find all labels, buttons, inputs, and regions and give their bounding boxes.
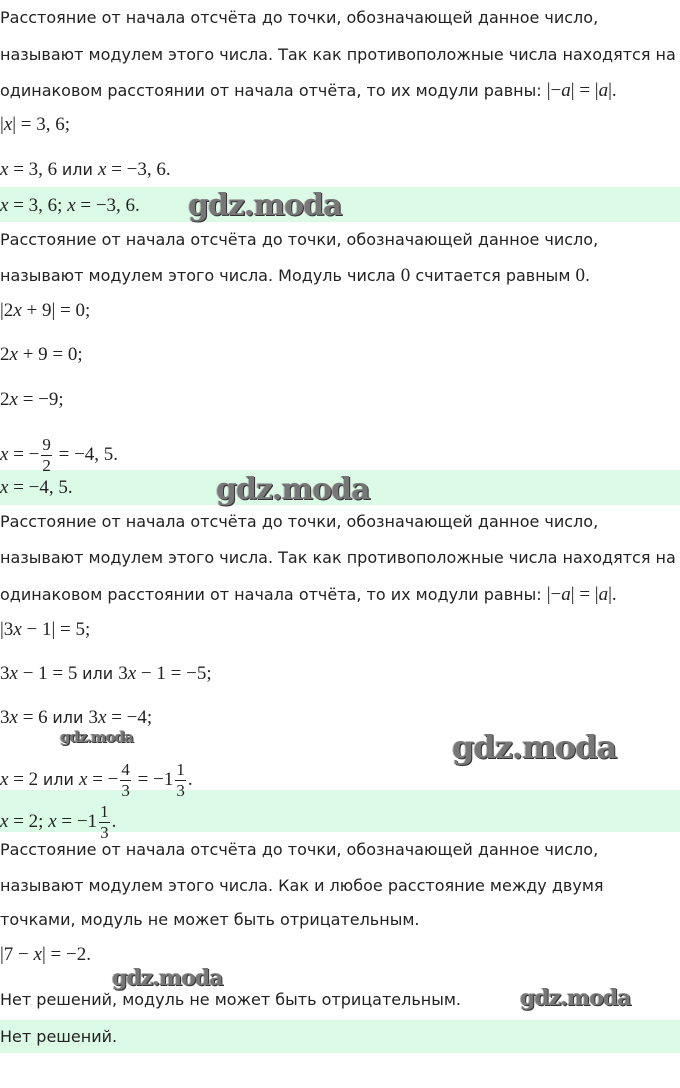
- watermark: gdz.moda: [60, 728, 133, 746]
- text-line: [0, 708, 152, 728]
- math-variable: a: [561, 80, 571, 101]
- denominator: 3: [176, 781, 185, 800]
- math-variable: a: [561, 584, 571, 605]
- math: .: [111, 811, 117, 832]
- math: = 2: [8, 769, 43, 790]
- text: одинаковом расстоянии от начала отчёта, то их модули равны:: [0, 81, 547, 100]
- text-line: [0, 802, 116, 843]
- math-variable: x: [79, 769, 88, 790]
- text-line: [0, 945, 91, 965]
- fraction: [41, 435, 52, 476]
- text: Расстояние от начала отсчёта до точки, обозначающей данное число,: [0, 230, 599, 249]
- text-line: [0, 548, 676, 568]
- math: + 9| = 0;: [21, 300, 91, 321]
- text: Нет решений.: [0, 1027, 118, 1046]
- text: считается равным: [410, 266, 576, 285]
- text-line: [0, 1027, 117, 1047]
- math: = 6: [17, 707, 53, 728]
- fraction: [120, 760, 131, 801]
- text-line: [0, 840, 598, 860]
- fraction: [99, 802, 110, 843]
- text-line: [0, 390, 64, 410]
- math: |3: [0, 619, 14, 640]
- math-variable: x: [0, 444, 9, 465]
- math: − 1 = 5: [17, 663, 83, 684]
- math: 3: [0, 663, 10, 684]
- math: 3: [0, 707, 10, 728]
- math: = −1: [56, 811, 98, 832]
- math-variable: x: [98, 159, 107, 180]
- text: Расстояние от начала отсчёта до точки, обозначающей данное число,: [0, 840, 599, 859]
- math: 0: [400, 265, 411, 286]
- math-variable: a: [598, 584, 609, 605]
- text: .: [584, 266, 591, 285]
- math: = −4, 5.: [53, 444, 119, 465]
- text-line: [0, 266, 590, 286]
- denominator: 3: [121, 781, 130, 800]
- math: | = |: [570, 80, 599, 101]
- math: = −3, 6.: [106, 159, 171, 180]
- math: = −3, 6.: [75, 195, 140, 216]
- math-variable: x: [9, 663, 18, 684]
- text: или: [52, 708, 89, 727]
- math-variable: x: [3, 114, 13, 135]
- math-variable: x: [33, 944, 42, 965]
- math: |2: [0, 300, 14, 321]
- math-variable: x: [9, 389, 18, 410]
- math: = 3, 6: [8, 159, 62, 180]
- text-line: [0, 760, 193, 801]
- math-variable: x: [9, 707, 18, 728]
- text-line: [0, 910, 419, 930]
- text: Расстояние от начала отсчёта до точки, обозначающей данное число,: [0, 8, 599, 27]
- math-variable: a: [598, 80, 609, 101]
- text-line: [0, 876, 604, 896]
- math-variable: x: [9, 344, 18, 365]
- math: = −: [87, 769, 119, 790]
- math: − 1| = 5;: [21, 619, 91, 640]
- text-line: [0, 990, 461, 1010]
- text-line: [0, 585, 617, 605]
- numerator: 4: [121, 760, 130, 779]
- math: 2: [0, 389, 10, 410]
- math-variable: x: [127, 663, 137, 684]
- math: | = |: [570, 584, 599, 605]
- text: Нет решений, модуль не может быть отрицательным.: [0, 990, 462, 1009]
- math: + 9 = 0;: [17, 344, 83, 365]
- watermark: gdz.moda: [216, 472, 370, 507]
- text: одинаковом расстоянии от начала отчёта, то их модули равны:: [0, 585, 547, 604]
- math-variable: x: [0, 769, 9, 790]
- text-line: [0, 81, 617, 101]
- watermark: gdz.moda: [452, 728, 617, 766]
- text-line: [0, 45, 676, 65]
- denominator: 2: [42, 456, 51, 475]
- math: = −4, 5.: [8, 477, 73, 498]
- text-line: [0, 160, 171, 180]
- math-variable: x: [13, 300, 22, 321]
- text: точками, модуль не может быть отрицательным.: [0, 910, 420, 929]
- math: − 1 = −5;: [136, 663, 212, 684]
- math: 3: [118, 663, 128, 684]
- math-variable: x: [0, 195, 9, 216]
- text-line: [0, 301, 90, 321]
- math: |−: [546, 80, 562, 101]
- text: или: [82, 664, 119, 683]
- math: |7 −: [0, 944, 34, 965]
- math: |.: [608, 80, 617, 101]
- text: Расстояние от начала отсчёта до точки, обозначающей данное число,: [0, 512, 599, 531]
- math-variable: x: [0, 811, 9, 832]
- math: = −: [8, 444, 40, 465]
- math: | = 3, 6;: [12, 114, 71, 135]
- math-variable: x: [98, 707, 107, 728]
- text-line: [0, 512, 598, 532]
- text-line: [0, 196, 140, 216]
- math: = 2;: [8, 811, 49, 832]
- math: | = −2.: [41, 944, 91, 965]
- text-line: [0, 478, 73, 498]
- math: = −9;: [17, 389, 64, 410]
- text-line: [0, 115, 70, 135]
- math-variable: x: [0, 159, 9, 180]
- text: называют модулем этого числа. Так как противоположные числа находятся на: [0, 45, 676, 64]
- math: = −4;: [106, 707, 153, 728]
- math: |.: [608, 584, 617, 605]
- math: |: [0, 114, 4, 135]
- math-variable: x: [48, 811, 57, 832]
- text: или: [61, 160, 99, 179]
- math: 0: [575, 265, 585, 286]
- text-line: [0, 435, 118, 476]
- math: 2: [0, 344, 10, 365]
- fraction: [175, 760, 186, 801]
- watermark: gdz.moda: [188, 188, 342, 223]
- math: = −1: [132, 769, 174, 790]
- numerator: 1: [100, 802, 109, 821]
- math: |−: [546, 584, 562, 605]
- text: называют модулем этого числа. Модуль числа: [0, 266, 401, 285]
- watermark: gdz.moda: [112, 965, 223, 991]
- text-line: [0, 620, 90, 640]
- math-variable: x: [13, 619, 22, 640]
- denominator: 3: [100, 823, 109, 842]
- text-line: [0, 664, 212, 684]
- math-variable: x: [67, 195, 76, 216]
- math: .: [187, 769, 193, 790]
- text-line: [0, 8, 598, 28]
- text: называют модулем этого числа. Как и любое расстояние между двумя: [0, 876, 604, 895]
- text: или: [42, 770, 80, 789]
- text: называют модулем этого числа. Так как противоположные числа находятся на: [0, 548, 676, 567]
- math: 3: [88, 707, 99, 728]
- math-variable: x: [0, 477, 9, 498]
- text-line: [0, 230, 598, 250]
- numerator: 9: [42, 435, 51, 454]
- watermark: gdz.moda: [520, 985, 631, 1011]
- text-line: [0, 345, 83, 365]
- math: = 3, 6;: [8, 195, 68, 216]
- numerator: 1: [176, 760, 185, 779]
